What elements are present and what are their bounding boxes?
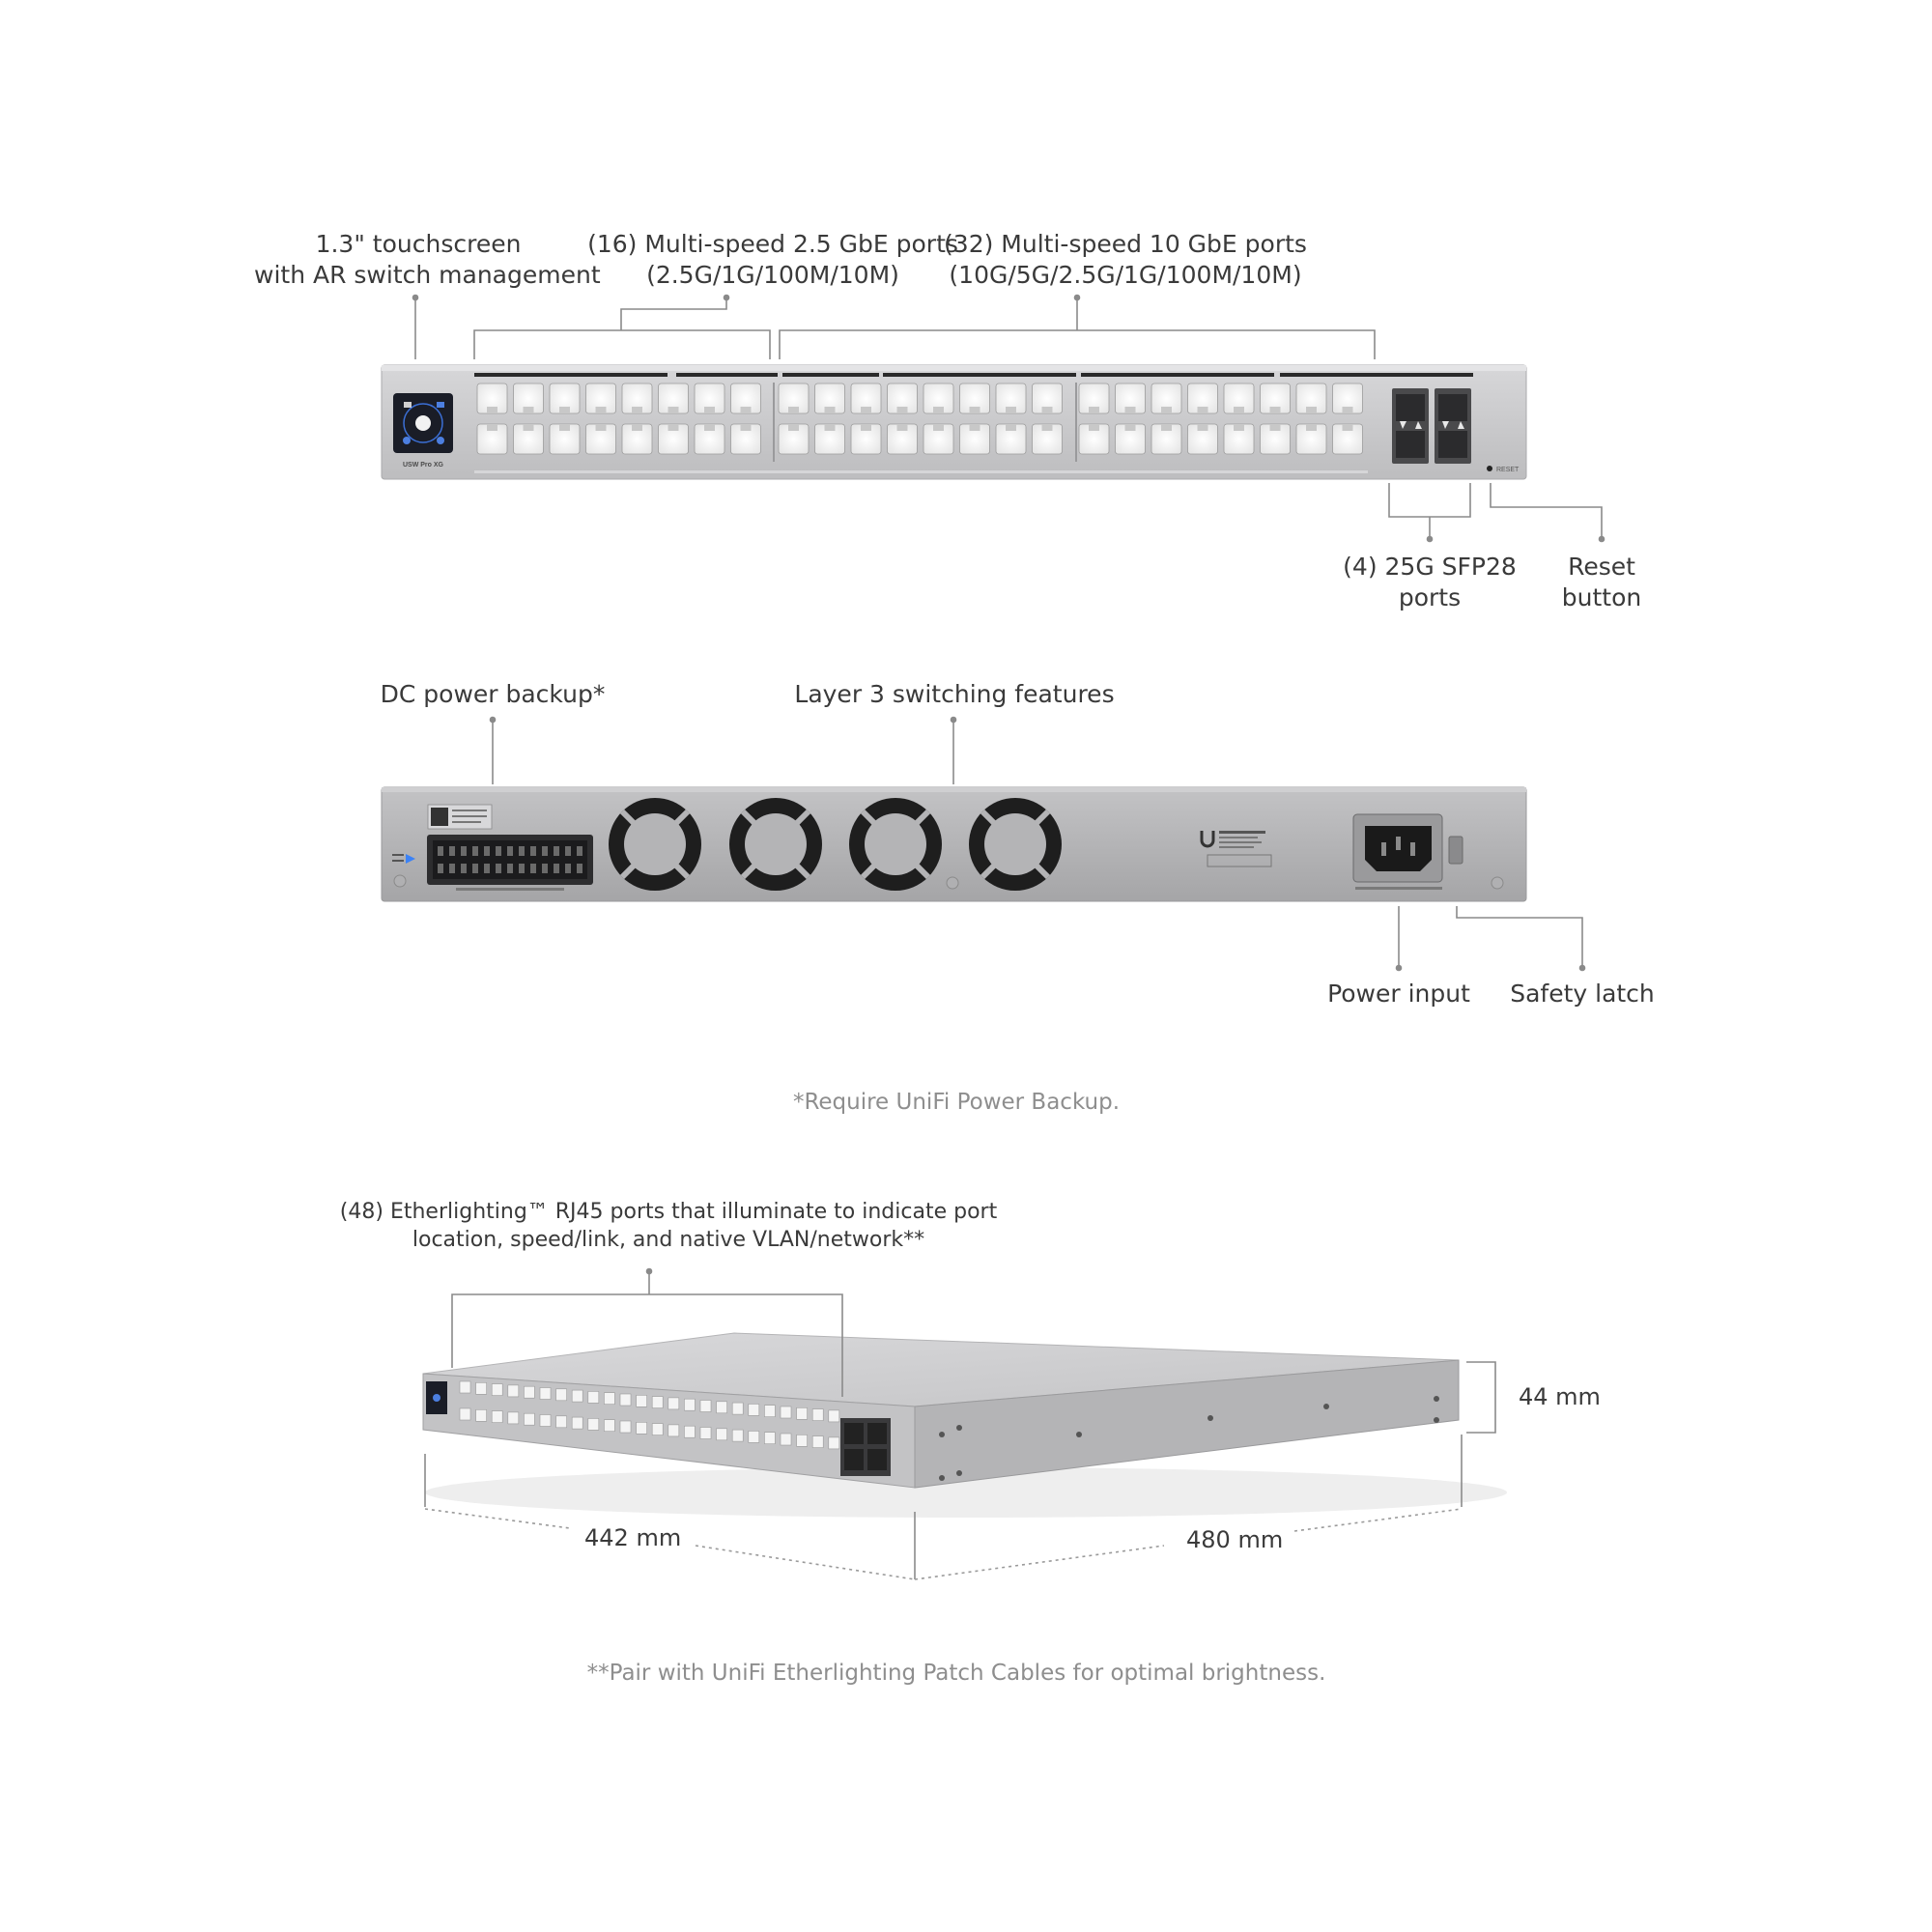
rj45-port (781, 1434, 791, 1445)
rj45-port (588, 1418, 599, 1430)
callout-2-5gbe-line-2: (2.5G/1G/100M/10M) (646, 261, 899, 289)
callout-reset-line-2: button (1561, 583, 1642, 611)
rj45-port (812, 1409, 823, 1421)
rj45-port (540, 1388, 551, 1400)
callout-etherlighting-line-2: location, speed/link, and native VLAN/network** (412, 1228, 925, 1252)
reset-pinhole[interactable] (1487, 466, 1492, 471)
rj45-port (572, 1390, 582, 1402)
rj45-port (508, 1385, 519, 1397)
callout-reset-button (1534, 552, 1669, 613)
device-model-label: USW Pro XG (402, 462, 444, 469)
rj45-port (668, 1398, 679, 1409)
callout-dc-power-backup: DC power backup* (380, 680, 606, 708)
safety-latch[interactable] (1449, 837, 1463, 864)
rj45-port (620, 1421, 631, 1433)
rj45-port (717, 1402, 727, 1413)
callout-touchscreen-line-2: with AR switch management (254, 261, 601, 289)
callout-10gbe-ports (894, 229, 1357, 291)
angled-view-device (423, 1333, 1507, 1518)
rj45-port (764, 1433, 775, 1444)
callout-10gbe-line-2: (10G/5G/2.5G/1G/100M/10M) (949, 261, 1302, 289)
callout-sfp28-line-1: (4) 25G SFP28 (1343, 553, 1517, 581)
rj45-port (700, 1401, 711, 1412)
rj45-port (732, 1430, 743, 1441)
rj45-port (797, 1407, 808, 1419)
rj45-port (556, 1416, 567, 1428)
rj45-port (556, 1389, 567, 1401)
footnote-power-backup: *Require UniFi Power Backup. (792, 1090, 1121, 1115)
rj45-port (764, 1406, 775, 1417)
rj45-port (749, 1431, 759, 1442)
rj45-port (620, 1394, 631, 1406)
callout-2-5gbe-line-1: (16) Multi-speed 2.5 GbE ports (587, 230, 958, 258)
callout-touchscreen (254, 229, 601, 291)
rj45-port (524, 1413, 534, 1425)
footnote-etherlighting-cables: **Pair with UniFi Etherlighting Patch Cables for optimal brightness. (586, 1661, 1326, 1686)
rj45-port (829, 1437, 839, 1449)
rj45-port (717, 1429, 727, 1440)
rj45-port (652, 1424, 663, 1435)
callout-layer3-switching: Layer 3 switching features (794, 680, 1115, 708)
dc-power-backup-connector (427, 835, 593, 885)
rj45-port (684, 1399, 695, 1410)
reset-text: RESET (1496, 467, 1520, 473)
dimension-depth: 480 mm (1186, 1526, 1284, 1553)
callout-touchscreen-line-1: 1.3" touchscreen (315, 230, 522, 258)
rj45-port (460, 1408, 470, 1420)
callout-power-input: Power input (1327, 980, 1470, 1008)
rj45-port (668, 1425, 679, 1436)
power-input-inlet (1353, 814, 1442, 882)
callout-sfp28-line-2: ports (1398, 583, 1462, 611)
rj45-port (637, 1395, 647, 1406)
rj45-port (829, 1410, 839, 1422)
rj45-port (684, 1426, 695, 1437)
rj45-port (492, 1384, 502, 1396)
rj45-port (637, 1422, 647, 1434)
rj45-port (508, 1412, 519, 1424)
rj45-port (524, 1386, 534, 1398)
rj45-port (540, 1415, 551, 1427)
callout-reset-line-1: Reset (1568, 553, 1635, 581)
rj45-port (797, 1435, 808, 1446)
rj45-port (604, 1393, 614, 1405)
callout-sfp28-ports (1323, 552, 1536, 613)
rj45-port (572, 1417, 582, 1429)
dimension-height: 44 mm (1519, 1383, 1601, 1410)
rj45-port (604, 1420, 614, 1432)
dimension-dotted-lines (425, 1509, 1462, 1579)
callout-10gbe-line-1: (32) Multi-speed 10 GbE ports (944, 230, 1307, 258)
rj45-port (492, 1411, 502, 1423)
rj45-port (652, 1397, 663, 1408)
callout-etherlighting-line-1: (48) Etherlighting™ RJ45 ports that illuminate to indicate port (339, 1200, 998, 1224)
callout-safety-latch: Safety latch (1510, 980, 1655, 1008)
rj45-port (732, 1403, 743, 1414)
touchscreen (393, 393, 453, 453)
rj45-port (812, 1436, 823, 1448)
rj45-port (749, 1404, 759, 1415)
rj45-port (460, 1381, 470, 1393)
rj45-port (476, 1409, 487, 1421)
rj45-port (700, 1428, 711, 1439)
dimension-width: 442 mm (584, 1524, 682, 1551)
rj45-port (781, 1406, 791, 1418)
callout-etherlighting-ports (311, 1198, 1026, 1254)
rear-view-device (382, 787, 1526, 901)
rj45-port (588, 1391, 599, 1403)
front-view-device (382, 365, 1526, 479)
rj45-port (476, 1382, 487, 1394)
